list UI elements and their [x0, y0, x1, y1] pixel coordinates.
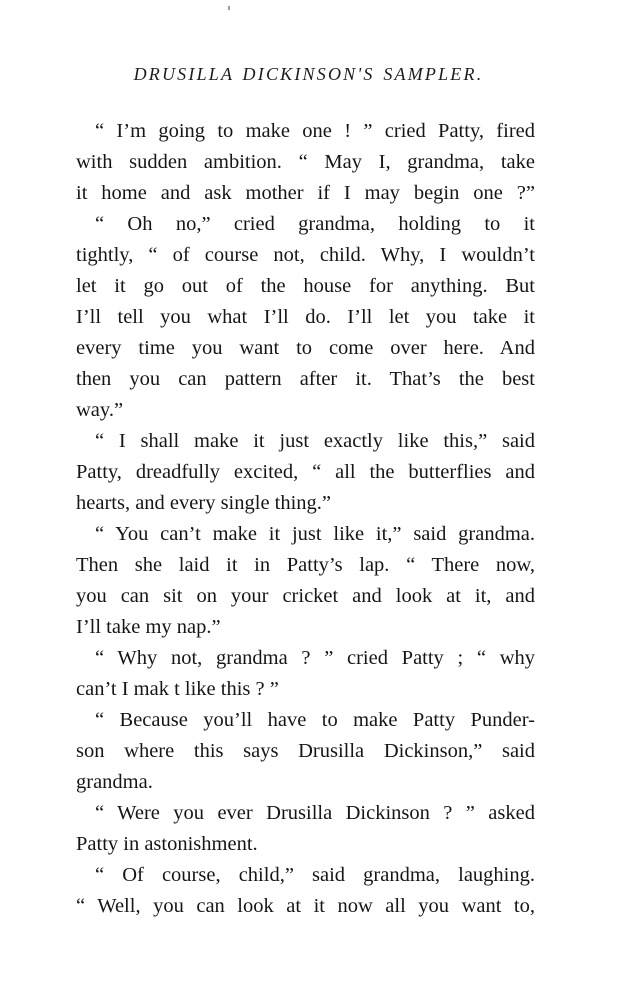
- text-line: son where this says Drusilla Dickinson,” said: [76, 740, 535, 762]
- text-line: “ Why not, grandma ? ” cried Patty ; “ why: [95, 647, 535, 669]
- text-line: I’ll take my nap.”: [76, 616, 221, 638]
- text-line: Patty, dreadfully excited, “ all the butterflies and: [76, 461, 535, 483]
- text-line: can’t I mak t like this ? ”: [76, 678, 279, 700]
- text-line: then you can pattern after it. That’s the best: [76, 368, 535, 390]
- text-line: every time you want to come over here. And: [76, 337, 535, 359]
- text-line: “ Oh no,” cried grandma, holding to it: [95, 213, 535, 235]
- text-line: it home and ask mother if I may begin one ?”: [76, 182, 535, 204]
- text-line: with sudden ambition. “ May I, grandma, take: [76, 151, 535, 173]
- text-line: Then she laid it in Patty’s lap. “ There now,: [76, 554, 535, 576]
- text-line: “ Because you’ll have to make Patty Punder-: [95, 709, 535, 731]
- text-line: let it go out of the house for anything. But: [76, 275, 535, 297]
- text-line: “ Of course, child,” said grandma, laughing.: [95, 864, 535, 886]
- text-line: way.”: [76, 399, 124, 421]
- text-line: “ I’m going to make one ! ” cried Patty, fired: [95, 120, 535, 142]
- text-line: Patty in astonishment.: [76, 833, 258, 855]
- text-line: I’ll tell you what I’ll do. I’ll let you take it: [76, 306, 535, 328]
- text-line: hearts, and every single thing.”: [76, 492, 332, 514]
- text-line: you can sit on your cricket and look at it, and: [76, 585, 535, 607]
- text-line: “ You can’t make it just like it,” said grandma.: [95, 523, 535, 545]
- running-header: DRUSILLA DICKINSON'S SAMPLER.: [133, 64, 484, 84]
- text-line: “ Well, you can look at it now all you want to,: [76, 895, 535, 917]
- text-line: tightly, “ of course not, child. Why, I wouldn’t: [76, 244, 535, 266]
- text-line: “ I shall make it just exactly like this,” said: [95, 430, 535, 452]
- page-speck: [228, 6, 230, 10]
- text-line: grandma.: [76, 771, 153, 793]
- text-line: “ Were you ever Drusilla Dickinson ? ” asked: [95, 802, 535, 824]
